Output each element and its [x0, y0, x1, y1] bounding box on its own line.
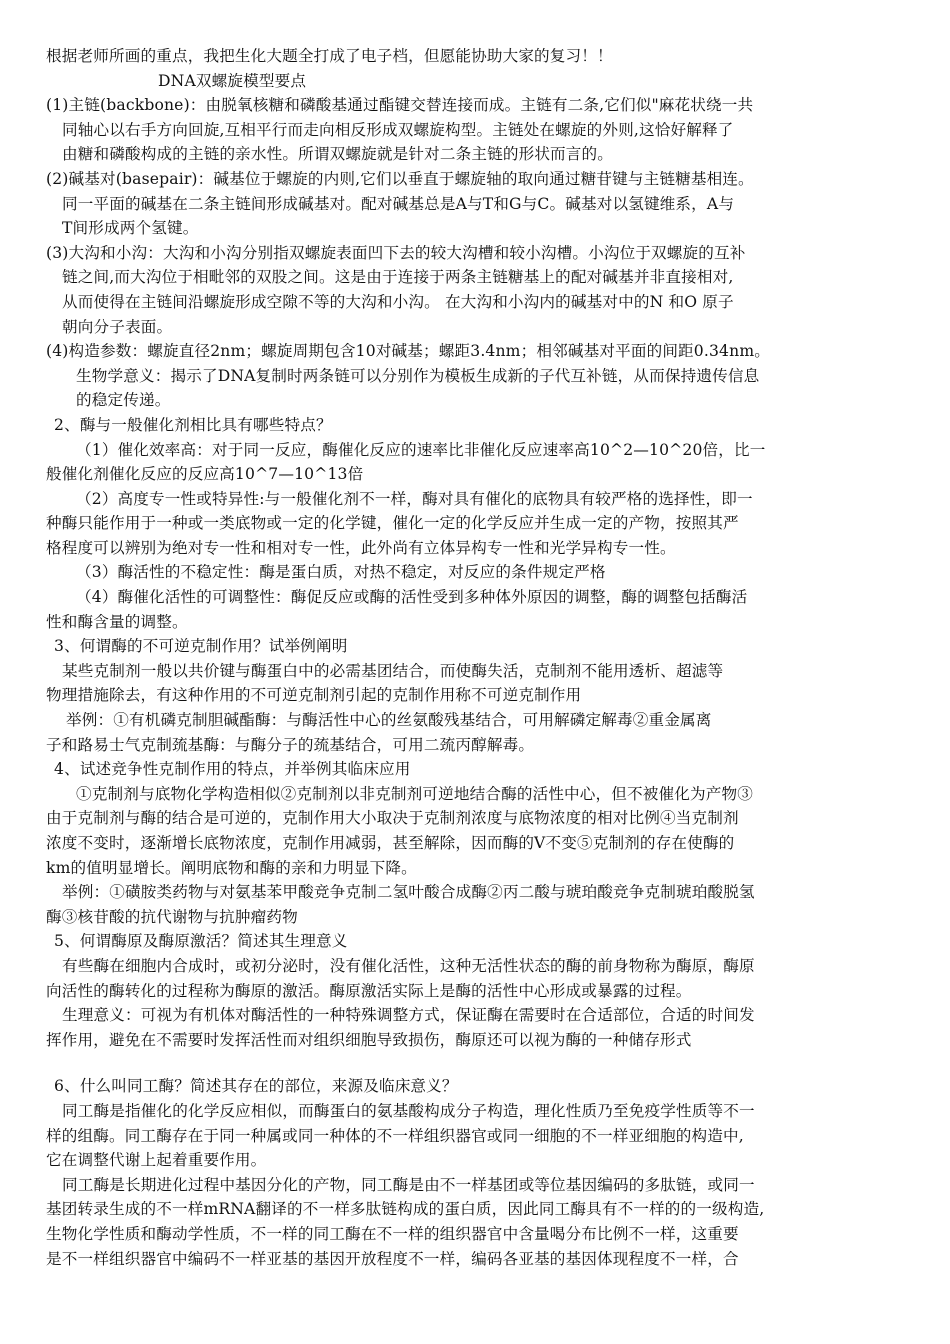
dna-section-title: DNA双螺旋模型要点 — [158, 71, 307, 90]
dna-point-3-first: (3)大沟和小沟：大沟和小沟分别指双螺旋表面凹下去的较大沟槽和较小沟槽。小沟位于双螺旋的互补 — [46, 243, 746, 262]
question-section-q2 — [46, 413, 904, 634]
intro-text: 根据老师所画的重点，我把生化大题全打成了电子档，但愿能协助大家的复习！！ — [46, 47, 613, 65]
question-title: 6、什么叫同工酶？简述其存在的部位，来源及临床意义？ — [54, 1077, 458, 1096]
answer-line: 基团转录生成的不一样mRNA翻译的不一样多肽链构成的蛋白质，因此同工酶具有不一样的的一级构造, — [46, 1200, 765, 1219]
question-section-q4 — [46, 757, 904, 929]
section-gap — [46, 1052, 904, 1074]
dna-point-4-first: (4)构造参数：螺旋直径2nm；螺旋周期包含10对碱基；螺距3.4nm；相邻碱基对平面的间距0.34nm。 — [46, 342, 770, 361]
answer-line: （4）酶催化活性的可调整性：酶促反应或酶的活性受到多种体外原因的调整，酶的调整包括酶活 — [76, 588, 748, 607]
dna-point-4 — [46, 339, 904, 413]
dna-point-2-line: T间形成两个氢键。 — [62, 219, 199, 238]
questions — [46, 413, 904, 1271]
dna-point-3-line: 链之间,而大沟位于相毗邻的双股之间。这是由于连接于两条主链糖基上的配对碱基并非直接相对, — [62, 268, 734, 287]
answer-line: （1）催化效率高：对于同一反应，酶催化反应的速率比非催化反应速率高10^2—10^20倍，比一 — [76, 440, 766, 459]
question-title: 4、试述竞争性克制作用的特点，并举例其临床应用 — [54, 760, 411, 779]
question-section-q6 — [46, 1052, 904, 1271]
dna-point-1-first: (1)主链(backbone)：由脱氧核糖和磷酸基通过酯键交替连接而成。主链有二条,它们似"麻花状绕一共 — [46, 96, 754, 115]
answer-line: 挥作用，避免在不需要时发挥活性而对组织细胞导致损伤，酶原还可以视为酶的一种储存形式 — [46, 1030, 692, 1049]
answer-line: 向活性的酶转化的过程称为酶原的激活。酶原激活实际上是酶的活性中心形成或暴露的过程。 — [46, 981, 692, 1000]
question-title: 3、何谓酶的不可逆克制作用？试举例阐明 — [54, 637, 348, 656]
dna-point-2-first: (2)碱基对(basepair)：碱基位于螺旋的内则,它们以垂直于螺旋轴的取向通过糖苷键与主链糖基相连。 — [46, 169, 754, 188]
question-title: 5、何谓酶原及酶原激活？简述其生理意义 — [54, 932, 348, 951]
answer-line: 种酶只能作用于一种或一类底物或一定的化学键，催化一定的化学反应并生成一定的产物，按照其严 — [46, 514, 739, 533]
answer-line: 酶③核苷酸的抗代谢物与抗肿瘤药物 — [46, 907, 298, 926]
dna-points — [46, 93, 904, 413]
answer-line: 是不一样组织器官中编码不一样亚基的基因开放程度不一样，编码各亚基的基因体现程度不一样，合 — [46, 1249, 739, 1268]
dna-point-1 — [46, 93, 904, 167]
answer-line: 子和路易士气克制巯基酶：与酶分子的巯基结合，可用二巯丙醇解毒。 — [46, 735, 535, 754]
answer-line: 举例：①磺胺类药物与对氨基苯甲酸竞争克制二氢叶酸合成酶②丙二酸与琥珀酸竞争克制琥珀酸脱氢 — [62, 883, 755, 902]
dna-point-2-line: 同一平面的碱基在二条主链间形成碱基对。配对碱基总是A与T和G与C。碱基对以氢键维系，A与 — [62, 194, 735, 213]
dna-point-1-line: 由糖和磷酸构成的主链的亲水性。所谓双螺旋就是针对二条主链的形状而言的。 — [62, 145, 614, 164]
answer-line: 样的组酶。同工酶存在于同一种属或同一种体的不一样组织器官或同一细胞的不一样亚细胞的构造中, — [46, 1126, 744, 1145]
answer-line: 生理意义：可视为有机体对酶活性的一种特殊调整方式，保证酶在需要时在合适部位，合适的时间发 — [62, 1006, 755, 1025]
dna-point-3-line: 朝向分子表面。 — [62, 317, 173, 336]
answer-line: ①克制剂与底物化学构造相似②克制剂以非克制剂可逆地结合酶的活性中心，但不被催化为产物③ — [76, 784, 753, 803]
answer-line: 般催化剂催化反应的反应高10^7—10^13倍 — [46, 465, 364, 484]
answer-line: 它在调整代谢上起着重要作用。 — [46, 1151, 267, 1170]
answer-line: （2）高度专一性或特异性:与一般催化剂不一样，酶对具有催化的底物具有较严格的选择性，即一 — [76, 489, 753, 508]
answer-line: 举例：①有机磷克制胆碱酯酶：与酶活性中心的丝氨酸残基结合，可用解磷定解毒②重金属离 — [66, 711, 712, 730]
answer-line: 格程度可以辨别为绝对专一性和相对专一性，此外尚有立体异构专一性和光学异构专一性。 — [46, 538, 676, 557]
dna-point-3 — [46, 241, 904, 339]
dna-point-3-line: 从而使得在主链间沿螺旋形成空隙不等的大沟和小沟。 在大沟和小沟内的碱基对中的N 和O 原子 — [62, 292, 734, 311]
dna-point-2 — [46, 167, 904, 241]
answer-line: 物理措施除去，有这种作用的不可逆克制剂引起的克制作用称不可逆克制作用 — [46, 686, 582, 705]
answer-line: 浓度不变时，逐渐增长底物浓度，克制作用减弱，甚至解除，因而酶的V不变⑤克制剂的存在使酶的 — [46, 834, 735, 852]
question-section-q5 — [46, 929, 904, 1052]
answer-line: 某些克制剂一般以共价键与酶蛋白中的必需基团结合，而使酶失活，克制剂不能用透析、超滤等 — [62, 661, 724, 680]
answer-line: （3）酶活性的不稳定性：酶是蛋白质，对热不稳定，对反应的条件规定严格 — [76, 563, 606, 582]
question-section-q3 — [46, 634, 904, 757]
answer-line: km的值明显增长。阐明底物和酶的亲和力明显下降。 — [46, 858, 417, 877]
answer-line: 生物化学性质和酶动学性质，不一样的同工酶在不一样的组织器官中含量喝分布比例不一样，这重要 — [46, 1224, 739, 1243]
dna-point-4-line: 生物学意义：揭示了DNA复制时两条链可以分别作为模板生成新的子代互补链，从而保持遗传信息 — [76, 366, 760, 385]
answer-line: 同工酶是长期进化过程中基因分化的产物，同工酶是由不一样基团或等位基因编码的多肽链，或同一 — [62, 1175, 755, 1194]
answer-line: 由于克制剂与酶的结合是可逆的，克制作用大小取决于克制剂浓度与底物浓度的相对比例④当克制剂 — [46, 809, 739, 828]
answer-line: 同工酶是指催化的化学反应相似，而酶蛋白的氨基酸构成分子构造，理化性质乃至免疫学性质等不一 — [62, 1101, 755, 1120]
question-title: 2、酶与一般催化剂相比具有哪些特点？ — [54, 415, 332, 434]
answer-line: 性和酶含量的调整。 — [46, 612, 188, 631]
dna-point-4-line: 的稳定传递。 — [76, 391, 171, 410]
answer-line: 有些酶在细胞内合成时，或初分泌时，没有催化活性，这种无活性状态的酶的前身物称为酶原，酶原 — [62, 956, 755, 975]
dna-point-1-line: 同轴心以右手方向回旋,互相平行而走向相反形成双螺旋构型。主链处在螺旋的外则,这恰好解释了 — [62, 120, 734, 139]
